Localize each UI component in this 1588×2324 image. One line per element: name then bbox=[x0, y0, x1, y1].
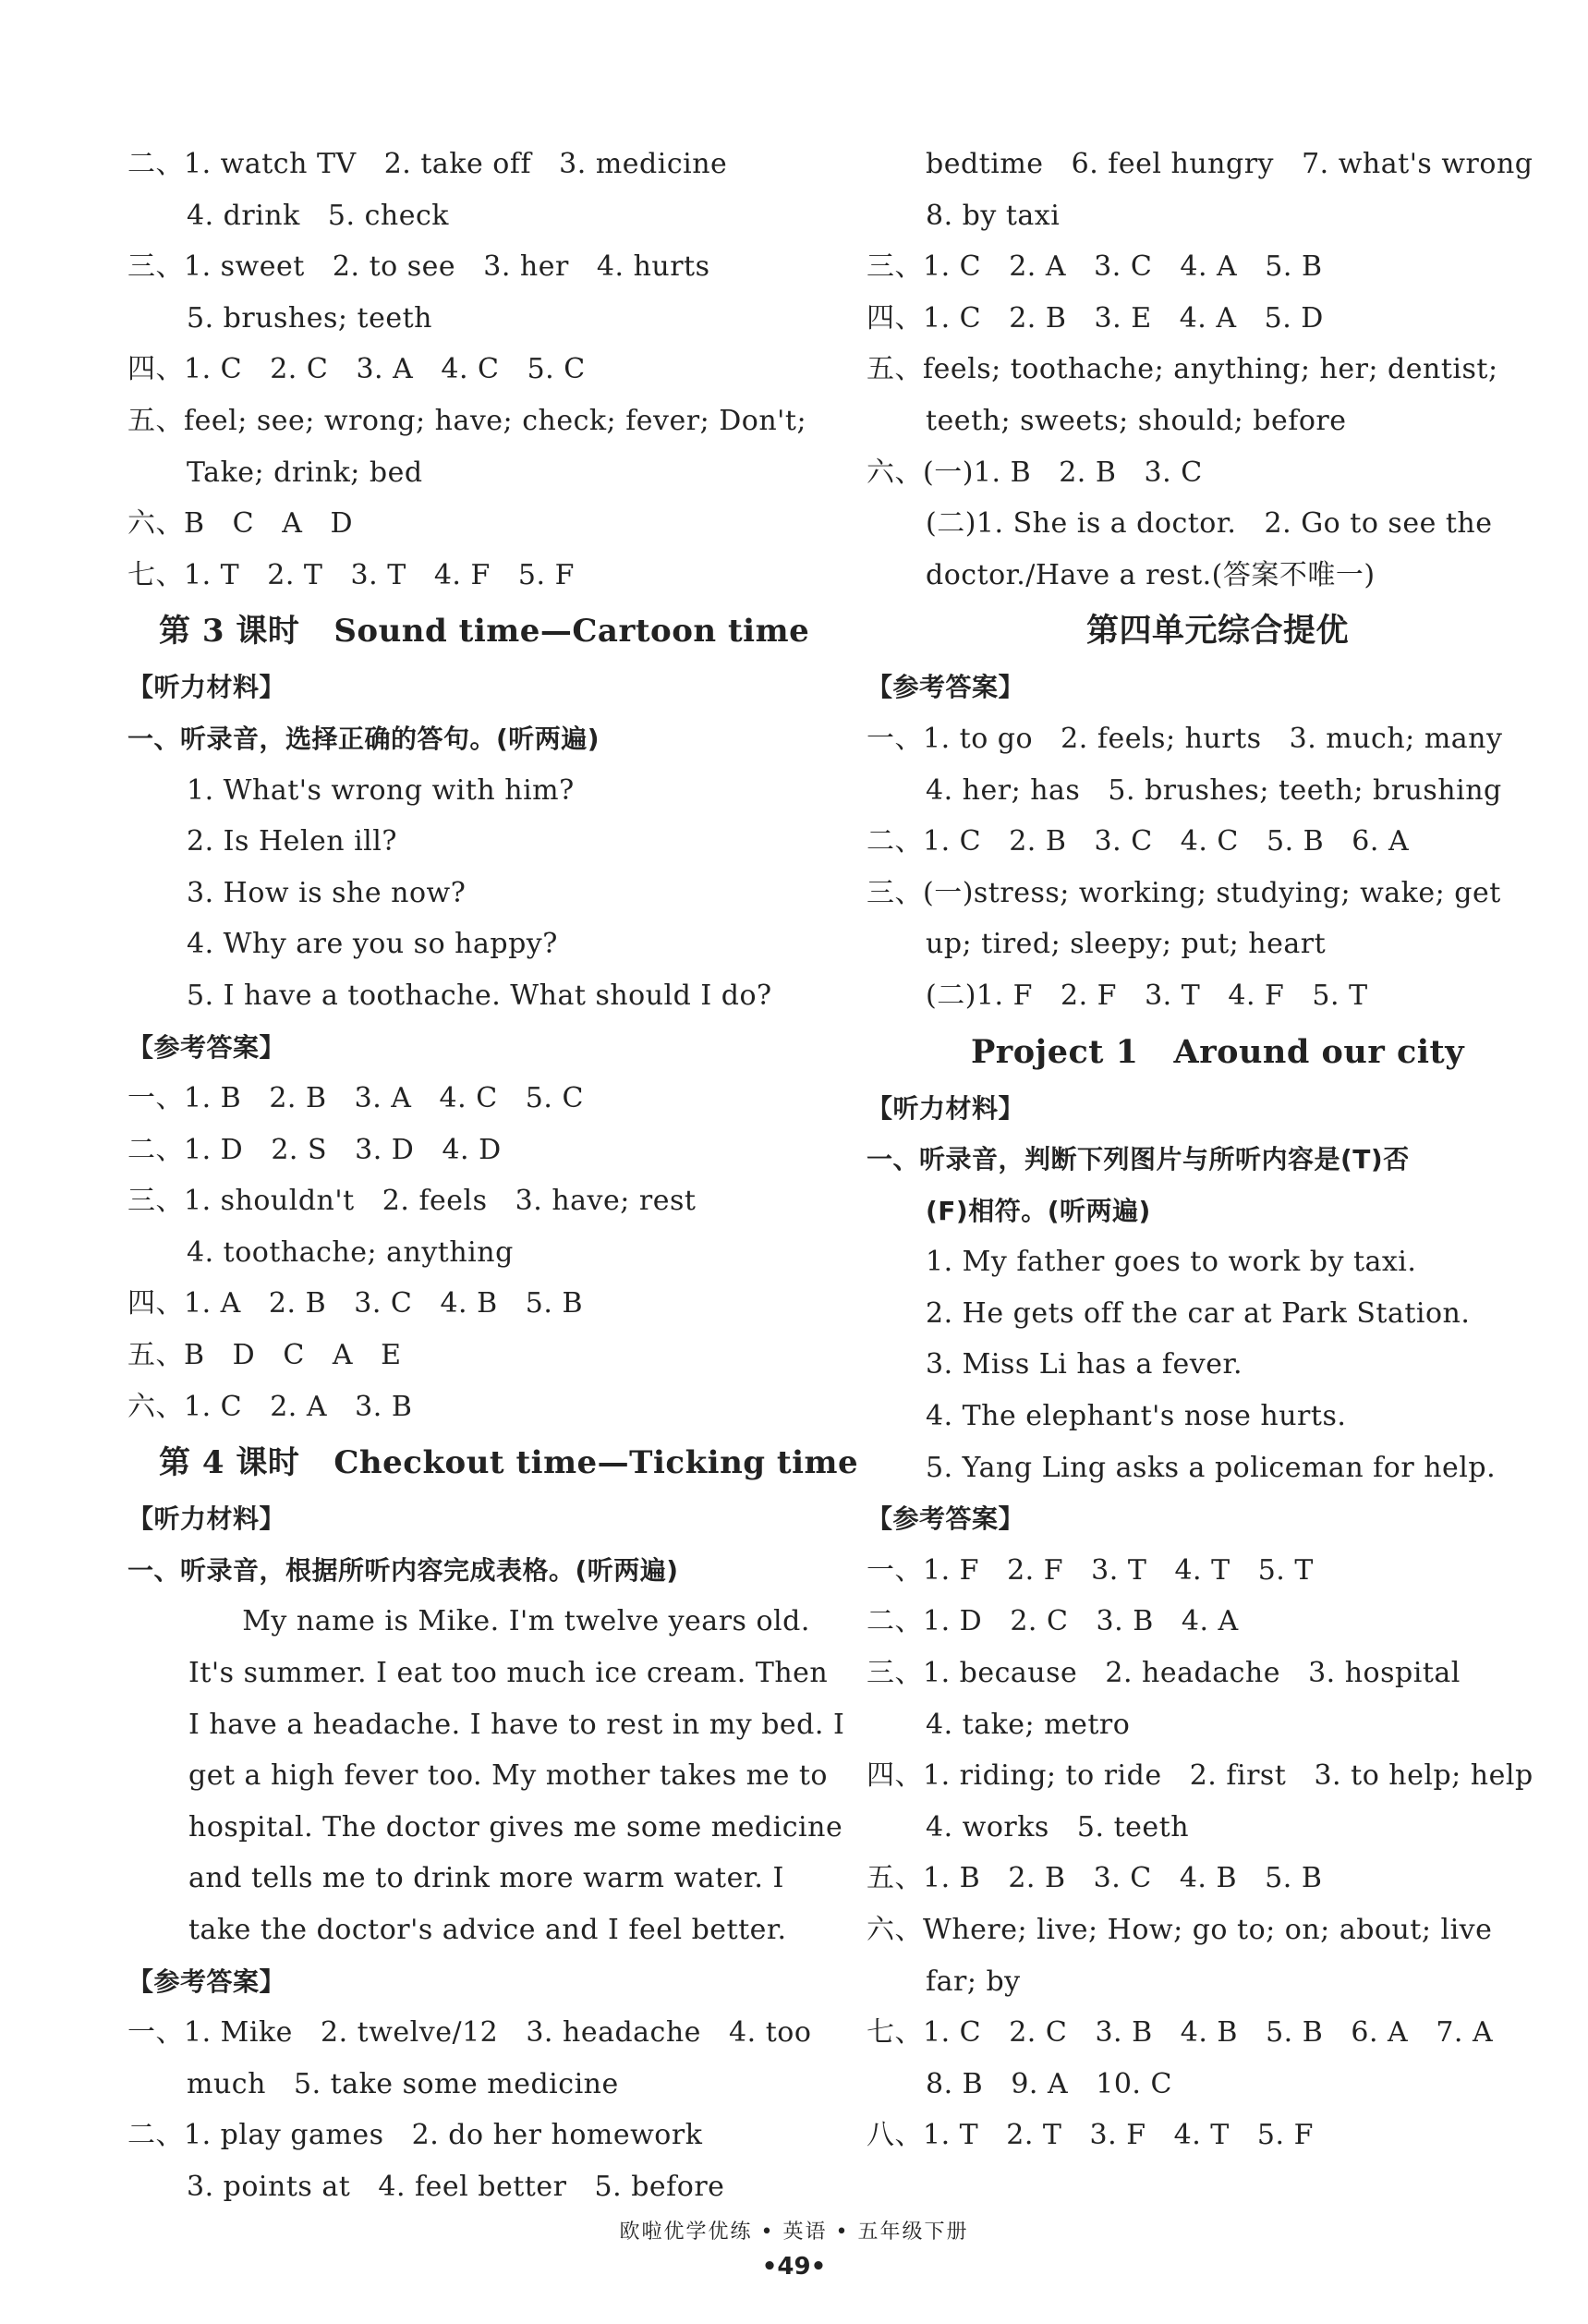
left-column-line: take the doctor's advice and I feel better. bbox=[188, 1914, 787, 1946]
left-column-line: 【听力材料】 bbox=[127, 1503, 286, 1535]
left-column-line: 二、1. watch TV 2. take off 3. medicine bbox=[127, 148, 728, 180]
left-column-line: 【听力材料】 bbox=[127, 672, 286, 703]
right-column-line: teeth; sweets; should; before bbox=[926, 404, 1347, 437]
left-column-line: hospital. The doctor gives me some medicine bbox=[188, 1810, 843, 1843]
left-column-line: 第 4 课时 Checkout time—Ticking time bbox=[159, 1444, 859, 1482]
right-column-line: 五、feels; toothache; anything; her; dentist; bbox=[867, 353, 1498, 386]
left-column-line: 5. brushes; teeth bbox=[187, 301, 432, 335]
right-column-line: 【听力材料】 bbox=[867, 1092, 1025, 1124]
right-column-line: 三、1. C 2. A 3. C 4. A 5. B bbox=[867, 250, 1323, 284]
left-column-line: 4. toothache; anything bbox=[187, 1235, 514, 1269]
left-column-line: 二、1. play games 2. do her homework bbox=[127, 2119, 703, 2152]
right-column-line: bedtime 6. feel hungry 7. what's wrong bbox=[926, 148, 1533, 180]
right-column-line: (二)1. She is a doctor. 2. Go to see the bbox=[926, 507, 1493, 541]
right-column-line: 二、1. C 2. B 3. C 4. C 5. B 6. A bbox=[867, 825, 1410, 858]
left-column-line: It's summer. I eat too much ice cream. Then bbox=[188, 1657, 829, 1690]
right-column-line: 七、1. C 2. C 3. B 4. B 5. B 6. A 7. A bbox=[867, 2016, 1494, 2050]
left-column-line: 3. points at 4. feel better 5. before bbox=[187, 2170, 725, 2203]
left-column-line: 一、1. Mike 2. twelve/12 3. headache 4. too bbox=[127, 2016, 812, 2050]
right-column-line: 1. My father goes to work by taxi. bbox=[926, 1246, 1417, 1279]
right-column-line: 8. B 9. A 10. C bbox=[926, 2067, 1172, 2100]
right-column-line: 六、Where; live; How; go to; on; about; live bbox=[867, 1914, 1493, 1946]
left-column-line: 【参考答案】 bbox=[127, 1031, 286, 1063]
right-column-line: 五、1. B 2. B 3. C 4. B 5. B bbox=[867, 1862, 1323, 1895]
right-column-line: 【参考答案】 bbox=[867, 672, 1025, 703]
left-column-line: get a high fever too. My mother takes me to bbox=[188, 1759, 828, 1793]
left-column-line: 三、1. shouldn't 2. feels 3. have; rest bbox=[127, 1185, 697, 1218]
right-column-line: 第四单元综合提优 bbox=[1085, 612, 1349, 651]
right-column-line: doctor./Have a rest.(答案不唯一) bbox=[926, 558, 1376, 591]
right-column-line: 四、1. C 2. B 3. E 4. A 5. D bbox=[867, 301, 1324, 335]
left-column-line: 五、feel; see; wrong; have; check; fever; Don't; bbox=[127, 404, 807, 437]
right-column-line: (二)1. F 2. F 3. T 4. F 5. T bbox=[926, 979, 1368, 1012]
left-column bbox=[127, 139, 859, 2213]
right-column-line: 二、1. D 2. C 3. B 4. A bbox=[867, 1605, 1239, 1638]
left-column-line: 1. What's wrong with him? bbox=[187, 773, 575, 807]
right-column-line: 三、1. because 2. headache 3. hospital bbox=[867, 1657, 1461, 1690]
left-column-line: I have a headache. I have to rest in my bed. I bbox=[188, 1708, 845, 1741]
right-column-line: 一、听录音，判断下列图片与所听内容是(T)否 bbox=[867, 1144, 1410, 1175]
left-column-line: 3. How is she now? bbox=[187, 876, 467, 909]
right-column-line: far; by bbox=[926, 1965, 1021, 1998]
right-column-line: (F)相符。(听两遍) bbox=[926, 1195, 1151, 1226]
left-column-line: 一、1. B 2. B 3. A 4. C 5. C bbox=[127, 1082, 584, 1115]
left-column-line: 七、1. T 2. T 3. T 4. F 5. F bbox=[127, 558, 575, 591]
left-column-line: 二、1. D 2. S 3. D 4. D bbox=[127, 1133, 502, 1166]
left-column-line: and tells me to drink more warm water. I bbox=[188, 1862, 784, 1895]
left-column-line: 五、B D C A E bbox=[127, 1339, 402, 1372]
right-column bbox=[867, 139, 1569, 2161]
right-column-line: 8. by taxi bbox=[926, 199, 1061, 232]
left-column-line: 【参考答案】 bbox=[127, 1965, 286, 1997]
right-column-line: 4. The elephant's nose hurts. bbox=[926, 1400, 1347, 1433]
left-column-line: 第 3 课时 Sound time—Cartoon time bbox=[159, 613, 810, 651]
left-column-line: 一、听录音，根据所听内容完成表格。(听两遍) bbox=[127, 1554, 679, 1586]
left-column-line: 四、1. A 2. B 3. C 4. B 5. B bbox=[127, 1287, 583, 1320]
right-column-line: 4. take; metro bbox=[926, 1708, 1131, 1741]
left-column-line: much 5. take some medicine bbox=[187, 2067, 619, 2100]
left-column-line: 六、B C A D bbox=[127, 507, 354, 541]
left-column-line: 4. drink 5. check bbox=[187, 199, 449, 232]
right-column-line: 六、(一)1. B 2. B 3. C bbox=[867, 456, 1203, 489]
right-column-line: 4. works 5. teeth bbox=[926, 1810, 1190, 1843]
right-column-line: Project 1 Around our city bbox=[970, 1032, 1465, 1071]
right-column-line: 2. He gets off the car at Park Station. bbox=[926, 1296, 1471, 1330]
right-column-line: 四、1. riding; to ride 2. first 3. to help; help bbox=[867, 1759, 1533, 1793]
right-column-line: 三、(一)stress; working; studying; wake; get bbox=[867, 876, 1501, 909]
left-column-line: Take; drink; bed bbox=[187, 456, 423, 489]
right-column-line: 一、1. F 2. F 3. T 4. T 5. T bbox=[867, 1553, 1314, 1587]
left-column-line: 三、1. sweet 2. to see 3. her 4. hurts bbox=[127, 250, 710, 284]
right-column-line: 八、1. T 2. T 3. F 4. T 5. F bbox=[867, 2119, 1314, 2152]
right-column-line: 【参考答案】 bbox=[867, 1503, 1025, 1535]
right-column-line: 一、1. to go 2. feels; hurts 3. much; many bbox=[867, 722, 1503, 755]
left-column-line: 4. Why are you so happy? bbox=[187, 928, 558, 961]
left-column-line: 四、1. C 2. C 3. A 4. C 5. C bbox=[127, 353, 586, 386]
left-column-line: 2. Is Helen ill? bbox=[187, 825, 397, 858]
right-column-line: 3. Miss Li has a fever. bbox=[926, 1348, 1243, 1381]
left-column-line: 一、听录音，选择正确的答句。(听两遍) bbox=[127, 723, 600, 754]
footer-series: 欧啦优学优练 • 英语 • 五年级下册 bbox=[619, 2221, 969, 2244]
right-column-line: up; tired; sleepy; put; heart bbox=[926, 928, 1327, 961]
left-column-line: 5. I have a toothache. What should I do? bbox=[187, 979, 772, 1012]
right-column-line: 5. Yang Ling asks a policeman for help. bbox=[926, 1451, 1497, 1484]
page-number: •49• bbox=[761, 2253, 827, 2281]
left-column-line: My name is Mike. I'm twelve years old. bbox=[187, 1605, 810, 1638]
left-column-line: 六、1. C 2. A 3. B bbox=[127, 1390, 413, 1423]
right-column-line: 4. her; has 5. brushes; teeth; brushing bbox=[926, 773, 1502, 807]
